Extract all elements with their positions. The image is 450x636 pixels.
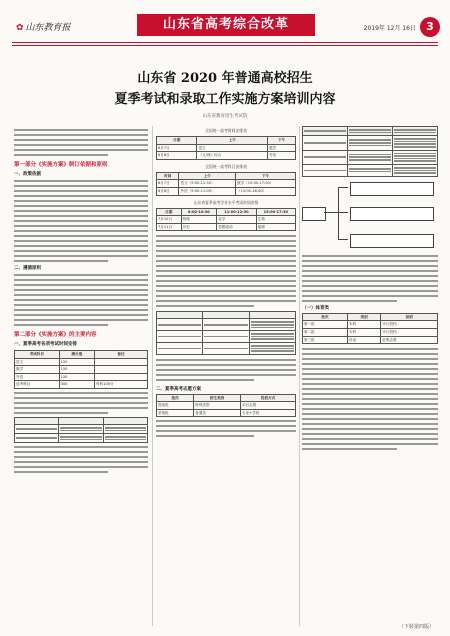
diagram-node <box>302 207 326 221</box>
column-2 <box>156 126 296 626</box>
subsection-heading: 二、遵循原则 <box>14 266 41 271</box>
table-row: 6月7日 语文（9:00-11:30） 数学（15:00-17:00） <box>157 180 296 188</box>
table-header: 15:00-17:30 <box>256 208 295 216</box>
section-heading: 第二部分《实施方案》的主要内容 <box>14 332 97 338</box>
issue-date: 2019年 12月 16日 <box>363 25 416 32</box>
subject-requirement-table <box>302 126 438 177</box>
gaokao-subject-table <box>156 172 296 196</box>
subsection-heading: （一）体育类 <box>302 305 329 311</box>
article-byline: 山东省教育招生考试院 <box>202 114 248 119</box>
exam-score-table <box>14 350 148 389</box>
table-header: 上午 <box>179 172 236 180</box>
table-row: 语文 150 <box>15 358 148 366</box>
table-row: 第二批 专科 平行投档 <box>303 328 438 336</box>
article-title-line1: 山东省 2020 年普通高校招生 <box>137 71 313 86</box>
table-header: 下午 <box>268 137 296 145</box>
table-caption: 山东省夏季高考学业水平考试时间安排 <box>193 199 259 205</box>
table-row: 提前批 特殊类型 平行志愿 <box>157 402 296 410</box>
table-row: 外语 150 <box>15 373 148 381</box>
body-text <box>156 359 296 381</box>
logo-text: 山东教育报 <box>25 23 71 33</box>
page-number-badge: 3 <box>420 17 440 37</box>
table-row: 6月8日 外语（9:00-11:00） （15:00-16:40） <box>157 187 296 195</box>
table-row: 第一批 本科 平行投档 <box>303 321 438 329</box>
table-row: 第三批 补录 征集志愿 <box>303 336 438 344</box>
batch-table <box>302 313 438 344</box>
table-row: 6月7日 语文 数学 <box>157 144 296 152</box>
subsection-heading: 一、政策依据 <box>14 172 41 177</box>
flow-diagram <box>302 181 438 251</box>
subsection-heading: 二、夏季高考志愿方案 <box>156 386 201 392</box>
academic-test-table <box>156 208 296 232</box>
table-header: 考试科目 <box>15 351 60 359</box>
intro-paragraph <box>14 129 148 156</box>
column-1 <box>14 126 148 626</box>
score-table <box>156 311 296 354</box>
body-text <box>302 348 438 450</box>
diagram-node <box>350 207 434 221</box>
table-header: 8:00-10:30 <box>181 208 217 216</box>
column-divider <box>299 126 300 626</box>
body-text <box>14 274 148 326</box>
table-header: 上午 <box>197 137 268 145</box>
table-header: 11:00-12:30 <box>217 208 256 216</box>
body-text <box>302 255 438 302</box>
section-banner: 山东省高考综合改革 <box>137 14 315 36</box>
table-row: 7月10日 物理 化学 生物 <box>157 216 296 224</box>
flower-icon: ✿ <box>16 23 24 33</box>
table-row: 常规批 普通类 专业+学校 <box>157 409 296 417</box>
table-header: 备注 <box>94 351 147 359</box>
table-header: 批次 <box>157 394 194 402</box>
column-3 <box>302 126 438 626</box>
table-header: 批次 <box>303 313 348 321</box>
body-text <box>156 235 296 307</box>
table-caption: 全国统一高考时间安排表 <box>205 128 247 133</box>
diagram-node <box>350 182 434 196</box>
table-row: 选考科目 300 每科100分 <box>15 381 148 389</box>
table-header: 投档方式 <box>241 394 296 402</box>
body-text <box>14 392 148 414</box>
header-rule <box>12 42 438 43</box>
table-header: 日期 <box>157 137 197 145</box>
table-header: 日期 <box>157 208 182 216</box>
gaokao-time-table <box>156 136 296 160</box>
time-table <box>14 417 148 443</box>
masthead <box>0 0 450 46</box>
body-text <box>14 180 148 262</box>
continued-note: （下转第四版） <box>398 624 434 630</box>
table-row: 6月8日 （文/理）综合 外语 <box>157 152 296 160</box>
header-rule-thin <box>12 45 438 46</box>
table-header: 满分值 <box>59 351 94 359</box>
volunteer-table <box>156 394 296 418</box>
newspaper-logo <box>16 20 71 33</box>
table-header: 类别 <box>348 313 381 321</box>
table-header: 说明 <box>381 313 438 321</box>
article-title-line2: 夏季考试和录取工作实施方案培训内容 <box>114 92 336 107</box>
table-row: 数学 150 <box>15 366 148 374</box>
table-caption: 全国统一高考科目安排表 <box>205 163 247 169</box>
column-divider <box>152 126 153 626</box>
section-heading: 第一部分《实施方案》制订依据和原则 <box>14 162 108 168</box>
table-row: 7月11日 历史 思想政治 地理 <box>157 223 296 231</box>
table-header: 时间 <box>157 172 179 180</box>
table-header: 下午 <box>236 172 296 180</box>
table-header: 招生类别 <box>194 394 241 402</box>
body-text <box>156 420 296 437</box>
diagram-node <box>350 234 434 248</box>
body-text <box>14 446 148 473</box>
subsection-heading: 一、夏季高考各项考试时间安排 <box>14 342 77 347</box>
